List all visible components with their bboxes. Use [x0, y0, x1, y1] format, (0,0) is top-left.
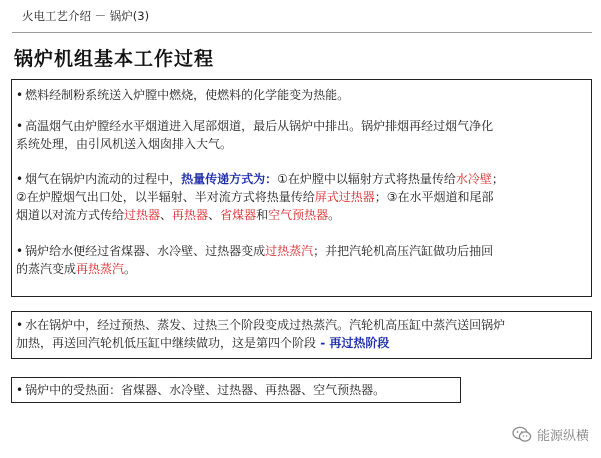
text: 锅炉中的受热面：省煤器、水冷壁、过热器、再热器、空气预热器。: [25, 383, 386, 397]
text: 、: [160, 208, 173, 222]
text: 燃料经制粉系统送入炉膛中燃烧，使燃料的化学能变为热能。: [25, 88, 350, 102]
paragraph-flue-gas: [16, 117, 493, 153]
text: 锅炉给水便经过省煤器、水冷壁、过热器变成: [25, 244, 266, 258]
bullet: •: [16, 383, 24, 397]
page-title: 锅炉机组基本工作过程: [14, 48, 215, 70]
bullet: •: [16, 172, 24, 186]
breadcrumb: 火电工艺介绍 － 锅炉(3): [22, 9, 150, 23]
text: ；: [491, 172, 504, 186]
term-economizer: 省煤器: [220, 208, 257, 222]
text: 水在锅炉中，经过预热、蒸发、过热三个阶段变成过热蒸汽。汽轮机高压缸中蒸汽送回锅炉: [25, 318, 506, 332]
term-reheater: 再热器: [172, 208, 209, 222]
text: 。: [124, 262, 137, 276]
bullet: •: [16, 318, 24, 332]
text: ；并把汽轮机高压汽缸做功后抽回: [313, 244, 494, 258]
term-water-wall: 水冷壁: [455, 172, 492, 186]
paragraph-water-stages: [16, 316, 505, 352]
text: 烟气在锅炉内流动的过程中，: [25, 172, 182, 186]
text: 加热，再送回汽轮机低压缸中继续做功，这是第四个阶段: [16, 336, 317, 350]
text: ②在炉膛烟气出口处，以半辐射、半对流方式将热量传给: [16, 190, 315, 204]
term-superheater: 过热器: [124, 208, 161, 222]
watermark-text: 能源纵横: [536, 429, 589, 444]
term-superheated-steam: 过热蒸汽: [265, 244, 314, 258]
heat-transfer-label: 热量传递方式为：: [181, 172, 278, 186]
text: ；③在水平烟道和尾部: [374, 190, 494, 204]
bullet: •: [16, 88, 24, 102]
text: ①在炉膛中以辐射方式将热量传给: [277, 172, 456, 186]
term-air-preheater: 空气预热器: [268, 208, 329, 222]
bullet: •: [16, 244, 24, 258]
wechat-icon: [512, 426, 532, 443]
text: 的蒸汽变成: [16, 262, 77, 276]
paragraph-heat-transfer: [16, 170, 504, 224]
text: 。: [328, 208, 341, 222]
paragraph-heating-surfaces: [16, 381, 385, 399]
reheat-stage-label: - 再过热阶段: [316, 336, 390, 350]
text: 、: [208, 208, 221, 222]
text: 烟道以对流方式传给: [16, 208, 125, 222]
term-reheated-steam: 再热蒸汽: [76, 262, 125, 276]
text: 系统处理，由引风机送入烟囱排入大气。: [16, 137, 233, 151]
term-platen-superheater: 屏式过热器: [314, 190, 375, 204]
paragraph-feedwater: [16, 242, 493, 278]
text: 高温烟气由炉膛经水平烟道进入尾部烟道，最后从锅炉中排出。锅炉排烟再经过烟气净化: [25, 119, 494, 133]
text: 和: [256, 208, 269, 222]
paragraph-fuel-combustion: [16, 86, 349, 104]
bullet: •: [16, 119, 24, 133]
watermark: [512, 425, 589, 444]
